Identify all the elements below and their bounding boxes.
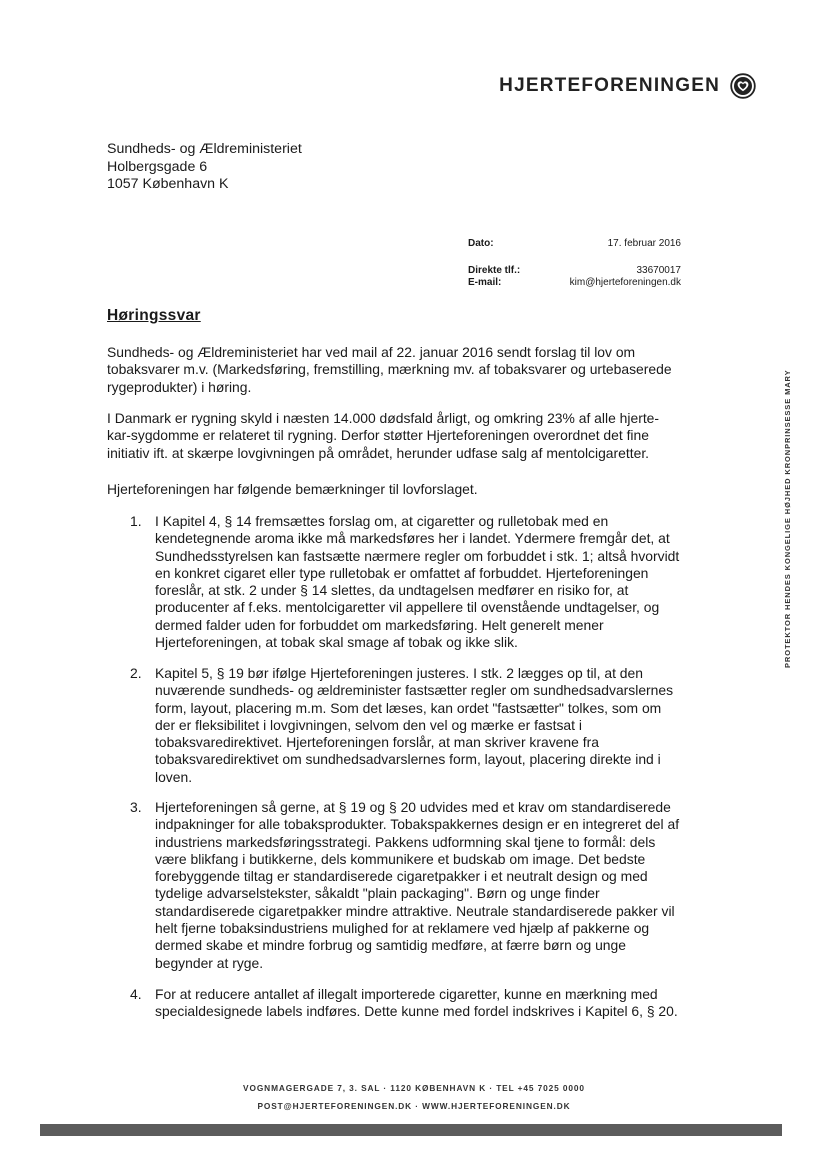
phone-label: Direkte tlf.: (468, 265, 521, 276)
email-label: E-mail: (468, 277, 502, 288)
paragraph-line: Sundheds- og Ældreministeriet har ved mail af 22. januar 2016 sendt forslag til lov om (107, 344, 636, 360)
list-text (155, 799, 679, 972)
list-line: Hjerteforeningen, at tobak skal smage af tobak og ikke slik. (155, 634, 518, 651)
heart-emblem-icon (730, 73, 756, 99)
list-line: specialdesignede labels indføres. Dette kunne med fordel indskrives i Kapitel 6, § 20. (155, 1003, 678, 1020)
list-line: form, layout, placering m.m. Som det læses, kan ordet "fastsætter" tolkes, som om (155, 699, 662, 716)
recipient-street: Holbergsgade 6 (107, 158, 208, 175)
list-line: kendetegnende aroma ikke må markedsføres her i landet. Ydermere fremgår det, at (155, 530, 670, 547)
list-line: forebyggende tiltag er standardiserede cigaretpakker i et neutralt design og med (155, 868, 648, 885)
list-line: tydelige advarselstekster, såkaldt "plain packaging". Børn og unge finder (155, 885, 600, 902)
email-value: kim@hjerteforeningen.dk (569, 277, 681, 288)
list-number: 2. (130, 665, 142, 681)
recipient-city: 1057 København K (107, 176, 229, 192)
list-line: dermed skabe et mindre forbrug og samtidig medføre, at færre børn og unge (155, 937, 626, 954)
paragraph-background (107, 410, 713, 462)
paragraph-line: initiativ ift. at skærpe lovgivningen på området, herunder udfase salg af mentolcigaretter. (107, 444, 650, 461)
footer-contact: POST@HJERTEFORENINGEN.DK · WWW.HJERTEFORENINGEN.DK (257, 1101, 571, 1111)
footer-address: VOGNMAGERGADE 7, 3. SAL · 1120 KØBENHAVN K · TEL +45 7025 0000 (243, 1083, 585, 1093)
list-line: nuværende sundheds- og ældreminister fastsætter regler om sundhedsadvarslernes (155, 682, 674, 699)
patron-margin-text: PROTEKTOR HENDES KONGELIGE HØJHED KRONPRINSESSE MARY (783, 369, 792, 668)
paragraph-line: tobaksvarer m.v. (Markedsføring, fremstilling, mærkning mv. af tobaksvarer og urtebaserede (107, 361, 672, 378)
list-number: 3. (130, 799, 142, 815)
recipient-name: Sundheds- og Ældreministeriet (107, 141, 302, 157)
meta-email (468, 277, 681, 289)
logo-text: HJERTEFORENINGEN (499, 75, 720, 96)
paragraph-line: rygeprodukter) i høring. (107, 378, 252, 395)
list-line: loven. (155, 768, 193, 785)
date-label: Dato: (468, 238, 494, 249)
paragraph-line: kar-sygdomme er relateret til rygning. Derfor støtter Hjerteforeningen overordnet det fine (107, 427, 649, 444)
list-line: Hjerteforeningen så gerne, at § 19 og § 20 udvides med et krav om standardiserede (155, 799, 671, 815)
list-line: standardiserede cigaretpakker mindre attraktive. Neutrale standardiserede pakker vil (155, 902, 675, 919)
list-text (155, 665, 673, 786)
list-number: 1. (130, 513, 142, 529)
list-line: være blikfang i butikkerne, dels kommunikere et budskab om image. Det bedste (155, 850, 646, 867)
list-text (155, 986, 678, 1021)
list-line: helt fjerne tobaksindustriens mulighed for at reklamere ved hjælp af pakkerne og (155, 920, 650, 937)
paragraph-intro (107, 344, 713, 396)
list-line: Sundhedsstyrelsen kan fastsætte nærmere regler om forbuddet i stk. 1; altså hvorvidt (155, 547, 680, 564)
list-line: producenter af f.eks. mentolcigaretter vil appellere til ovenstående undtagelser, og (155, 599, 660, 616)
list-number: 4. (130, 986, 142, 1002)
organization-logo (499, 73, 756, 99)
list-line: industriens markedsføringsstrategi. Pakkens udformning skal tjene to formål: dels (155, 833, 656, 850)
recipient-address (107, 141, 302, 194)
paragraph-remarks-intro (107, 481, 713, 498)
list-line: tobaksvaredirektivet om sundhedsadvarslernes form, layout, placering direkte ind i (155, 751, 661, 768)
meta-date (468, 238, 681, 250)
document-heading: Høringssvar (107, 307, 201, 324)
list-line: I Kapitel 4, § 14 fremsættes forslag om, at cigaretter og rulletobak med en (155, 513, 609, 529)
list-text (155, 513, 679, 651)
list-line: tobaksvaredirektivet. Hjerteforeningen forslår, at man skriver kravene fra (155, 734, 599, 751)
list-line: dermed falder uden for forbuddet om markedsføring. Helt generelt mener (155, 616, 604, 633)
footer-bar (40, 1124, 782, 1136)
phone-value: 33670017 (636, 265, 681, 276)
meta-phone (468, 265, 681, 277)
list-line: Kapitel 5, § 19 bør ifølge Hjerteforeningen justeres. I stk. 2 lægges op til, at den (155, 665, 643, 681)
list-line: en konkret cigaret eller type rulletobak er omfattet af forbuddet. Hjerteforeningen (155, 564, 649, 581)
paragraph-line: I Danmark er rygning skyld i næsten 14.000 dødsfald årligt, og omkring 23% af alle hjerte- (107, 410, 660, 426)
list-line: For at reducere antallet af illegalt importerede cigaretter, kunne en mærkning med (155, 986, 658, 1002)
list-line: foreslår, at stk. 2 under § 14 slettes, da undtagelsen medfører en risiko for, at (155, 582, 629, 599)
paragraph-line: Hjerteforeningen har følgende bemærkninger til lovforslaget. (107, 481, 478, 497)
date-value: 17. februar 2016 (607, 238, 681, 249)
list-line: indpakninger for alle tobaksprodukter. Tobakspakkernes design er en integreret del af (155, 816, 680, 833)
list-line: der er fleksibilitet i lovgivningen, selvom den vel og mærke er fastsat i (155, 716, 582, 733)
list-line: begynder at ryge. (155, 954, 264, 971)
